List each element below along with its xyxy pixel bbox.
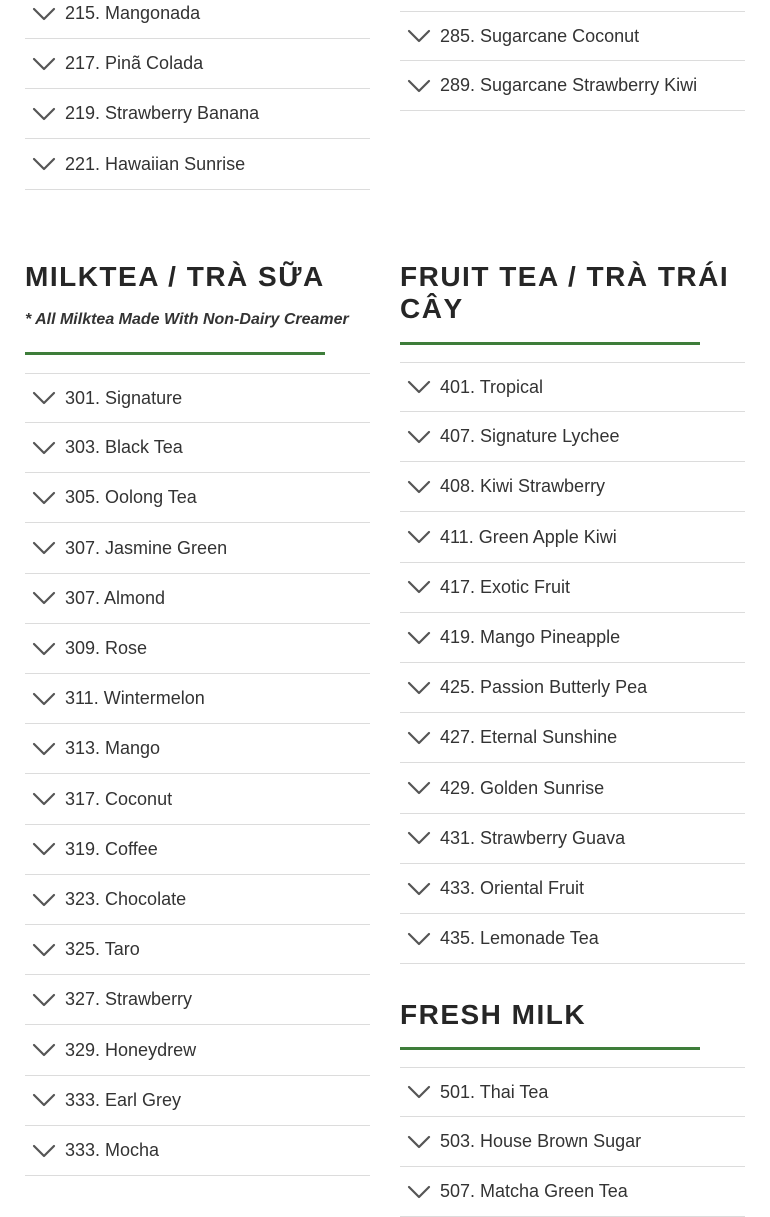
- chevron-down-icon[interactable]: [32, 591, 56, 605]
- accordion-item-label[interactable]: 407. Signature Lychee: [440, 426, 620, 447]
- chevron-down-icon[interactable]: [407, 580, 431, 594]
- accordion-item-label[interactable]: 417. Exotic Fruit: [440, 576, 571, 597]
- chevron-down-icon[interactable]: [32, 1043, 56, 1057]
- accordion-item[interactable]: [25, 624, 370, 674]
- chevron-down-icon[interactable]: [32, 742, 56, 756]
- accordion-item-label[interactable]: 309. Rose: [65, 638, 148, 658]
- chevron-down-icon[interactable]: [407, 380, 431, 394]
- fresh-milk-title-divider: [400, 1047, 700, 1050]
- accordion-item-label[interactable]: 289. Sugarcane Strawberry Kiwi: [440, 75, 698, 96]
- accordion-item-label[interactable]: 507. Matcha Green Tea: [440, 1181, 628, 1202]
- chevron-down-icon[interactable]: [407, 480, 431, 494]
- accordion-item-label[interactable]: 333. Earl Grey: [65, 1089, 182, 1110]
- accordion-item[interactable]: [400, 864, 745, 914]
- accordion-item[interactable]: [400, 613, 745, 663]
- accordion-item[interactable]: [400, 1117, 745, 1167]
- accordion-item-label[interactable]: 427. Eternal Sunshine: [440, 727, 618, 748]
- chevron-down-icon[interactable]: [407, 781, 431, 795]
- accordion-item[interactable]: [400, 412, 745, 462]
- accordion-item-label[interactable]: 503. House Brown Sugar: [440, 1131, 642, 1152]
- accordion-item-label[interactable]: 219. Strawberry Banana: [65, 103, 260, 124]
- chevron-down-icon[interactable]: [407, 932, 431, 946]
- accordion-item[interactable]: [25, 724, 370, 774]
- accordion-item-label[interactable]: 411. Green Apple Kiwi: [440, 526, 617, 547]
- accordion-item-label[interactable]: 323. Chocolate: [65, 889, 187, 909]
- chevron-down-icon[interactable]: [32, 993, 56, 1007]
- accordion-item[interactable]: [25, 524, 370, 574]
- accordion-item[interactable]: [25, 1076, 370, 1126]
- accordion-item[interactable]: [25, 140, 370, 190]
- accordion-item[interactable]: [25, 574, 370, 624]
- accordion-item-label[interactable]: 217. Pinã Colada: [65, 53, 204, 74]
- accordion-item[interactable]: [25, 825, 370, 875]
- accordion-item[interactable]: [400, 61, 745, 111]
- accordion-item-label[interactable]: 307. Jasmine Green: [65, 537, 228, 558]
- chevron-down-icon[interactable]: [407, 79, 431, 93]
- accordion-item-label[interactable]: 319. Coffee: [65, 838, 158, 859]
- accordion-item-label[interactable]: 215. Mangonada: [65, 3, 201, 23]
- accordion-item-label[interactable]: 327. Strawberry: [65, 989, 193, 1010]
- chevron-down-icon[interactable]: [32, 792, 56, 806]
- accordion-item-label[interactable]: 285. Sugarcane Coconut: [440, 25, 640, 46]
- accordion-item-label[interactable]: 408. Kiwi Strawberry: [440, 476, 606, 497]
- chevron-down-icon[interactable]: [407, 882, 431, 896]
- chevron-down-icon[interactable]: [32, 642, 56, 656]
- chevron-down-icon[interactable]: [32, 107, 56, 121]
- fruit-tea-title-divider: [400, 342, 700, 345]
- accordion-item[interactable]: [25, 1126, 370, 1176]
- chevron-down-icon[interactable]: [32, 157, 56, 171]
- accordion-item-label[interactable]: 301. Signature: [65, 387, 183, 408]
- accordion-item[interactable]: [400, 563, 745, 613]
- accordion-item[interactable]: [25, 775, 370, 825]
- chevron-down-icon[interactable]: [407, 681, 431, 695]
- milktea-note: * All Milktea Made With Non-Dairy Creamer: [25, 311, 349, 328]
- accordion-item[interactable]: [25, 423, 370, 473]
- chevron-down-icon[interactable]: [32, 7, 56, 21]
- accordion-item[interactable]: [25, 473, 370, 523]
- accordion-item[interactable]: [400, 663, 745, 713]
- accordion-item-label[interactable]: 501. Thai Tea: [440, 1081, 549, 1102]
- accordion-item[interactable]: [25, 925, 370, 975]
- chevron-down-icon[interactable]: [407, 530, 431, 544]
- accordion-item-label[interactable]: 307. Almond: [65, 587, 166, 608]
- accordion-item[interactable]: [25, 39, 370, 89]
- milktea-title-divider: [25, 352, 325, 355]
- accordion-item[interactable]: [400, 914, 745, 964]
- accordion-item[interactable]: [400, 1067, 745, 1117]
- accordion-item[interactable]: [400, 1167, 745, 1217]
- accordion-item[interactable]: [400, 713, 745, 763]
- chevron-down-icon[interactable]: [32, 391, 56, 405]
- accordion-item[interactable]: [25, 1026, 370, 1076]
- accordion-item-label[interactable]: 317. Coconut: [65, 788, 173, 809]
- chevron-down-icon[interactable]: [32, 893, 56, 907]
- accordion-item[interactable]: [400, 11, 745, 61]
- chevron-down-icon[interactable]: [407, 1135, 431, 1149]
- chevron-down-icon[interactable]: [407, 631, 431, 645]
- chevron-down-icon[interactable]: [407, 731, 431, 745]
- accordion-item-label[interactable]: 433. Oriental Fruit: [440, 878, 585, 898]
- chevron-down-icon[interactable]: [32, 1144, 56, 1158]
- chevron-down-icon[interactable]: [32, 491, 56, 505]
- chevron-down-icon[interactable]: [32, 441, 56, 455]
- accordion-item[interactable]: [25, 89, 370, 139]
- chevron-down-icon[interactable]: [407, 430, 431, 444]
- accordion-item-label[interactable]: 401. Tropical: [440, 376, 544, 397]
- accordion-item[interactable]: [25, 0, 370, 39]
- chevron-down-icon[interactable]: [407, 1085, 431, 1099]
- accordion-item[interactable]: [400, 462, 745, 512]
- accordion-item-label[interactable]: 325. Taro: [65, 939, 140, 960]
- accordion-item-label[interactable]: 221. Hawaiian Sunrise: [65, 153, 246, 174]
- chevron-down-icon[interactable]: [32, 541, 56, 555]
- accordion-item-label[interactable]: 329. Honeydrew: [65, 1039, 197, 1060]
- accordion-item[interactable]: [25, 674, 370, 724]
- chevron-down-icon[interactable]: [407, 29, 431, 43]
- accordion-item-label[interactable]: 435. Lemonade Tea: [440, 928, 599, 949]
- chevron-down-icon[interactable]: [32, 692, 56, 706]
- chevron-down-icon[interactable]: [407, 1185, 431, 1199]
- accordion-item-label[interactable]: 305. Oolong Tea: [65, 487, 197, 508]
- accordion-item[interactable]: [400, 764, 745, 814]
- accordion-item[interactable]: [400, 814, 745, 864]
- accordion-item[interactable]: [400, 513, 745, 563]
- accordion-item-label[interactable]: 303. Black Tea: [65, 437, 183, 458]
- fresh-milk-section-title: FRESH MILK: [400, 999, 587, 1030]
- chevron-down-icon[interactable]: [32, 57, 56, 71]
- accordion-item-label[interactable]: 313. Mango: [65, 738, 161, 759]
- accordion-item[interactable]: [25, 875, 370, 925]
- chevron-down-icon[interactable]: [407, 831, 431, 845]
- milktea-section-title: MILKTEA / TRÀ SỮA: [25, 261, 325, 292]
- accordion-item[interactable]: [25, 373, 370, 423]
- accordion-item-label[interactable]: 311. Wintermelon: [65, 688, 205, 709]
- chevron-down-icon[interactable]: [32, 842, 56, 856]
- accordion-item[interactable]: [400, 362, 745, 412]
- accordion-item-label[interactable]: 429. Golden Sunrise: [440, 777, 605, 798]
- accordion-item-label[interactable]: 419. Mango Pineapple: [440, 627, 621, 647]
- accordion-item[interactable]: [25, 975, 370, 1025]
- chevron-down-icon[interactable]: [32, 1093, 56, 1107]
- accordion-item-label[interactable]: 425. Passion Butterly Pea: [440, 677, 648, 698]
- fruit-tea-section-title: FRUIT TEA / TRÀ TRÁI CÂY: [400, 261, 730, 324]
- accordion-item-label[interactable]: 431. Strawberry Guava: [440, 827, 626, 848]
- accordion-item-label[interactable]: 333. Mocha: [65, 1140, 160, 1160]
- chevron-down-icon[interactable]: [32, 943, 56, 957]
